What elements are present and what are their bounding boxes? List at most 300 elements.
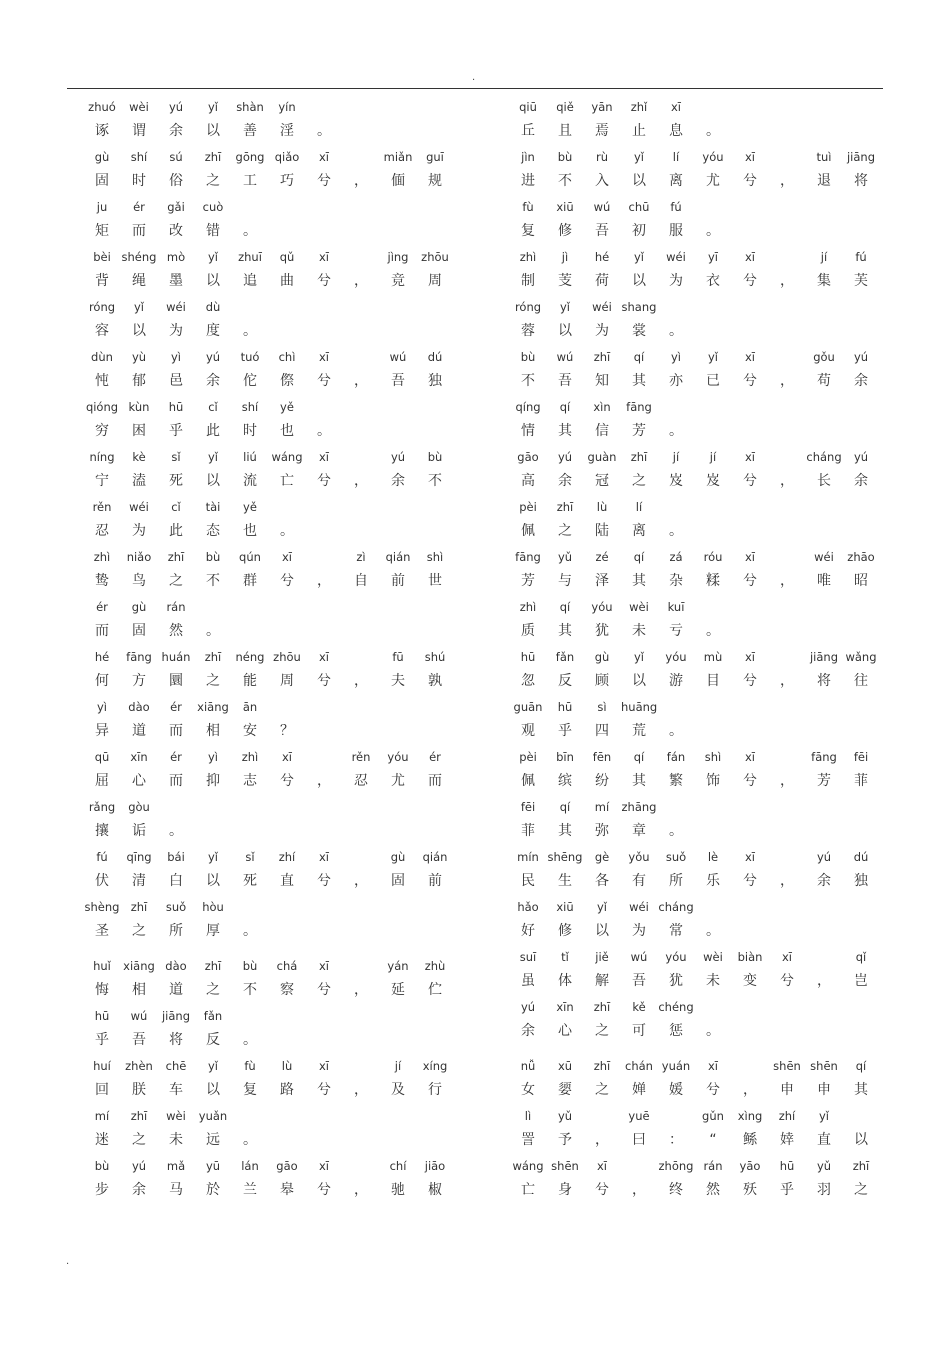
hanzi-character: 婵 [632,1082,646,1098]
hanzi-character: 裳 [632,323,646,339]
hanzi-character: 佩 [521,773,535,789]
hanzi-character: 志 [243,773,257,789]
pinyin-syllable: lù [596,500,608,514]
hanzi-character: 矩 [95,223,109,239]
pinyin-syllable: gāo [517,450,539,464]
pinyin-syllable: gǎi [167,200,185,214]
hanzi-character: 兮 [317,173,331,189]
hanzi-line [84,220,464,244]
pinyin-syllable: chí [389,1159,407,1173]
hanzi-character: 固 [132,623,146,639]
pinyin-line [510,396,890,420]
pinyin-syllable: zhí [778,1109,796,1123]
pinyin-line [84,96,464,120]
hanzi-character: 兮 [280,773,294,789]
pinyin-line [84,796,464,820]
pinyin-syllable: wèi [166,1109,186,1123]
hanzi-character: 吾 [132,1032,146,1048]
hanzi-character: 兮 [780,973,794,989]
pinyin-syllable: zhì [241,750,259,764]
pinyin-syllable: shú [424,650,446,664]
hanzi-character: 乐 [706,873,720,889]
hanzi-line [84,320,464,344]
pinyin-syllable: pèi [519,500,537,514]
hanzi-character: 兮 [317,373,331,389]
pinyin-syllable: xī [318,150,329,164]
pinyin-syllable: yú [205,350,221,364]
pinyin-syllable: suǒ [665,850,687,864]
pinyin-syllable: fāng [626,400,652,414]
hanzi-character: 诟 [132,823,146,839]
pinyin-line [84,696,464,720]
pinyin-syllable: lù [281,1059,293,1073]
hanzi-line [84,1079,464,1103]
pinyin-line [510,1105,890,1129]
hanzi-character: 进 [521,173,535,189]
pinyin-syllable: róu [703,550,723,564]
hanzi-character: 糅 [706,573,720,589]
hanzi-character: ， [780,373,794,389]
hanzi-character: 吾 [391,373,405,389]
pinyin-line [84,346,464,370]
pinyin-syllable: yě [243,500,257,514]
pinyin-syllable: mǎ [166,1159,186,1173]
pinyin-syllable: kuī [667,600,685,614]
hanzi-character: 心 [558,1023,572,1039]
hanzi-character: 相 [206,723,220,739]
pinyin-syllable: fēn [592,750,612,764]
pinyin-syllable: qí [633,350,645,364]
hanzi-character: 兮 [706,1082,720,1098]
hanzi-character: 以 [206,873,220,889]
pinyin-syllable: sì [597,700,607,714]
hanzi-character: 於 [206,1182,220,1198]
hanzi-character: 民 [521,873,535,889]
pinyin-syllable: suī [519,950,537,964]
hanzi-character: 余 [817,873,831,889]
pinyin-syllable: xī [281,550,292,564]
hanzi-line [510,120,890,144]
pinyin-syllable: guàn [587,450,617,464]
hanzi-character: 复 [243,1082,257,1098]
pinyin-syllable: yóu [665,950,687,964]
hanzi-character: 身 [558,1182,572,1198]
pinyin-syllable: yuán [661,1059,691,1073]
hanzi-character: 其 [558,823,572,839]
hanzi-character: 以 [558,323,572,339]
pinyin-syllable: zhuó [88,100,116,114]
hanzi-character: ， [354,1182,368,1198]
hanzi-character: 芳 [632,423,646,439]
hanzi-character: 兮 [743,573,757,589]
pinyin-syllable: qiě [556,100,574,114]
pinyin-syllable: xìng [737,1109,763,1123]
hanzi-character: 固 [95,173,109,189]
hanzi-line [510,170,890,194]
hanzi-character: 兮 [317,873,331,889]
pinyin-syllable: yóu [387,750,409,764]
hanzi-character: 离 [669,173,683,189]
pinyin-syllable: lí [672,150,680,164]
pinyin-syllable: gǔn [702,1109,724,1123]
pinyin-syllable: wéi [814,550,834,564]
pinyin-syllable: zé [595,550,609,564]
pinyin-syllable: yǒu [628,850,650,864]
pinyin-syllable: róng [88,300,116,314]
hanzi-character: ， [354,673,368,689]
hanzi-character: 。 [669,423,683,439]
pinyin-syllable: ér [429,750,441,764]
pinyin-syllable: yǐ [207,850,218,864]
hanzi-character: 何 [95,673,109,689]
pinyin-line [510,596,890,620]
hanzi-line [510,520,890,544]
pinyin-syllable: qí [559,800,571,814]
hanzi-character: ， [354,173,368,189]
hanzi-character: 。 [206,623,220,639]
pinyin-line [84,955,464,979]
hanzi-line [84,620,464,644]
pinyin-syllable: gè [594,850,610,864]
pinyin-syllable: bù [557,150,573,164]
hanzi-character: 朕 [132,1082,146,1098]
hanzi-character: 蓉 [521,323,535,339]
pinyin-syllable: yì [170,350,181,364]
pinyin-syllable: zhī [593,1000,611,1014]
pinyin-syllable: bù [427,450,443,464]
hanzi-character: 女 [521,1082,535,1098]
hanzi-character: 服 [669,223,683,239]
pinyin-syllable: qí [855,1059,867,1073]
pinyin-line [84,896,464,920]
pinyin-syllable: xīn [556,1000,574,1014]
pinyin-syllable: yǐ [596,900,607,914]
hanzi-character: 其 [632,373,646,389]
pinyin-syllable: xī [318,350,329,364]
pinyin-syllable: hòu [202,900,224,914]
hanzi-character: 兮 [317,982,331,998]
pinyin-syllable: jí [820,250,828,264]
hanzi-character: 诼 [95,123,109,139]
hanzi-character: 惩 [669,1023,683,1039]
hanzi-character: 回 [95,1082,109,1098]
hanzi-character: 态 [206,523,220,539]
pinyin-syllable: cháng [806,450,842,464]
hanzi-character: 离 [632,523,646,539]
pinyin-syllable: jìng [387,250,409,264]
hanzi-line [84,370,464,394]
pinyin-syllable: yǐ [559,300,570,314]
hanzi-character: 犹 [669,973,683,989]
hanzi-character: 前 [428,873,442,889]
pinyin-line [84,446,464,470]
pinyin-line [84,296,464,320]
hanzi-character: ， [780,173,794,189]
hanzi-character: 复 [521,223,535,239]
hanzi-character: 曲 [280,273,294,289]
pinyin-syllable: qián [385,550,411,564]
hanzi-character: 入 [595,173,609,189]
pinyin-syllable: zhī [593,350,611,364]
hanzi-character: ， [817,973,831,989]
hanzi-character: “ [709,1132,717,1148]
pinyin-syllable: qū [94,750,110,764]
hanzi-character: 。 [243,223,257,239]
hanzi-character: 而 [428,773,442,789]
hanzi-line [510,370,890,394]
hanzi-character: 椒 [428,1182,442,1198]
hanzi-character: 体 [558,973,572,989]
hanzi-character: 兰 [243,1182,257,1198]
hanzi-character: 。 [669,723,683,739]
pinyin-syllable: zhī [593,1059,611,1073]
pinyin-syllable: gōng [235,150,265,164]
hanzi-character: 往 [854,673,868,689]
hanzi-character: 伏 [95,873,109,889]
hanzi-character: 鸷 [95,573,109,589]
pinyin-syllable: wéi [629,900,649,914]
pinyin-syllable: hé [94,650,110,664]
hanzi-character: 固 [391,873,405,889]
hanzi-character: ， [632,1182,646,1198]
pinyin-syllable: zì [356,550,366,564]
hanzi-character: 死 [169,473,183,489]
hanzi-character: 不 [428,473,442,489]
pinyin-line [510,646,890,670]
pinyin-syllable: huán [161,650,191,664]
hanzi-line [84,1179,464,1203]
hanzi-character: 常 [669,923,683,939]
pinyin-syllable: rěn [92,500,112,514]
pinyin-syllable: fù [522,200,534,214]
hanzi-character: 可 [632,1023,646,1039]
hanzi-character: 傺 [280,373,294,389]
hanzi-character: 杂 [669,573,683,589]
header-rule [67,88,883,89]
pinyin-syllable: ér [170,700,182,714]
hanzi-line [84,120,464,144]
hanzi-character: 信 [595,423,609,439]
hanzi-character: 。 [243,1132,257,1148]
hanzi-character: ， [354,1082,368,1098]
hanzi-character: 所 [669,873,683,889]
pinyin-syllable: jiāo [424,1159,446,1173]
pinyin-line [510,846,890,870]
pinyin-line [84,246,464,270]
pinyin-syllable: yán [387,959,409,973]
pinyin-syllable: xī [318,1059,329,1073]
hanzi-character: 规 [428,173,442,189]
hanzi-character: 荒 [632,723,646,739]
pinyin-syllable: yù [131,350,147,364]
hanzi-character: 岂 [854,973,868,989]
pinyin-syllable: shì [704,750,722,764]
hanzi-character: 各 [595,873,609,889]
pinyin-syllable: zhī [204,959,222,973]
pinyin-syllable: wáng [512,1159,544,1173]
pinyin-syllable: hū [779,1159,795,1173]
pinyin-syllable: gù [390,850,406,864]
hanzi-character: 吾 [595,223,609,239]
hanzi-character: 菲 [854,773,868,789]
pinyin-syllable: cǐ [208,400,218,414]
pinyin-syllable: zhōu [273,650,301,664]
hanzi-character: 冠 [595,473,609,489]
hanzi-character: 。 [706,923,720,939]
pinyin-syllable: xìn [593,400,611,414]
hanzi-character: 步 [95,1182,109,1198]
hanzi-character: 陆 [595,523,609,539]
pinyin-syllable: mò [166,250,186,264]
pinyin-syllable: jí [394,1059,402,1073]
pinyin-syllable: ér [96,600,108,614]
pinyin-syllable: tuì [816,150,832,164]
hanzi-character: 高 [521,473,535,489]
pinyin-syllable: zhī [204,650,222,664]
pinyin-syllable: zhī [167,550,185,564]
hanzi-line [84,1129,464,1153]
pinyin-syllable: shàn [236,100,264,114]
pinyin-syllable: cǐ [171,500,181,514]
pinyin-syllable: ér [133,200,145,214]
hanzi-character: ， [317,573,331,589]
hanzi-character: 兮 [280,573,294,589]
hanzi-line [84,920,464,944]
pinyin-syllable: bái [167,850,185,864]
pinyin-syllable: sǐ [171,450,181,464]
pinyin-syllable: rù [595,150,609,164]
hanzi-character: ： [669,1132,683,1148]
pinyin-syllable: xiū [556,900,574,914]
hanzi-character: 尤 [706,173,720,189]
hanzi-character: 马 [169,1182,183,1198]
hanzi-character: 其 [632,773,646,789]
hanzi-character: 兮 [743,773,757,789]
hanzi-character: 此 [169,523,183,539]
pinyin-syllable: huāng [621,700,658,714]
hanzi-character: 唯 [817,573,831,589]
pinyin-syllable: yì [96,700,107,714]
pinyin-line [84,646,464,670]
pinyin-line [510,346,890,370]
hanzi-character: ， [595,1132,609,1148]
pinyin-syllable: xī [744,650,755,664]
hanzi-line [84,170,464,194]
hanzi-character: 虽 [521,973,535,989]
pinyin-syllable: chū [628,200,650,214]
hanzi-character: 。 [706,623,720,639]
stanza-gap [84,946,464,955]
hanzi-character: 谓 [132,123,146,139]
pinyin-line [510,896,890,920]
pinyin-syllable: huǐ [93,959,111,973]
hanzi-character: 兮 [317,1182,331,1198]
pinyin-syllable: wéi [166,300,186,314]
pinyin-syllable: wǎng [845,650,877,664]
hanzi-character: ， [780,273,794,289]
pinyin-syllable: wáng [271,450,303,464]
hanzi-character: 以 [206,123,220,139]
pinyin-syllable: zhuī [238,250,262,264]
pinyin-syllable: dù [205,300,221,314]
hanzi-character: 。 [669,823,683,839]
hanzi-line [84,979,464,1003]
pinyin-syllable: miǎn [383,150,413,164]
pinyin-syllable: xū [557,1059,573,1073]
pinyin-syllable: jiāng [161,1009,191,1023]
pinyin-syllable: kè [132,450,146,464]
pinyin-syllable: xīn [130,750,148,764]
pinyin-syllable: huí [93,1059,111,1073]
hanzi-character: 兮 [743,673,757,689]
hanzi-character: 错 [206,223,220,239]
pinyin-line [84,546,464,570]
hanzi-character: 之 [206,982,220,998]
pinyin-line [510,496,890,520]
pinyin-syllable: xī [281,750,292,764]
hanzi-line [510,1079,890,1103]
hanzi-line [510,670,890,694]
hanzi-character: 淫 [280,123,294,139]
hanzi-character: 苟 [817,373,831,389]
hanzi-character: 余 [854,373,868,389]
hanzi-character: 其 [632,573,646,589]
pinyin-syllable: wú [593,200,611,214]
pinyin-syllable: yǐ [633,650,644,664]
hanzi-character: 路 [280,1082,294,1098]
hanzi-character: 兮 [317,673,331,689]
pinyin-syllable: lì [524,1109,532,1123]
hanzi-character: 异 [95,723,109,739]
hanzi-character: 之 [558,523,572,539]
pinyin-syllable: yǐ [207,450,218,464]
pinyin-syllable: shéng [121,250,157,264]
hanzi-character: 犹 [595,623,609,639]
pinyin-syllable: wéi [592,300,612,314]
pinyin-line [84,1005,464,1029]
pinyin-syllable: wú [556,350,574,364]
pinyin-syllable: yī [707,250,718,264]
pinyin-syllable: gòu [128,800,150,814]
pinyin-syllable: lè [707,850,719,864]
hanzi-character: 以 [595,923,609,939]
hanzi-character: 以 [206,473,220,489]
pinyin-syllable: zhǐ [630,100,648,114]
pinyin-syllable: xiāng [123,959,155,973]
pinyin-syllable: wéi [129,500,149,514]
hanzi-character: 郁 [132,373,146,389]
hanzi-character: 。 [706,1023,720,1039]
hanzi-character: 也 [243,523,257,539]
pinyin-syllable: fǎn [203,1009,223,1023]
hanzi-character: 以 [854,1132,868,1148]
pinyin-syllable: zá [669,550,683,564]
hanzi-character: 之 [632,473,646,489]
hanzi-character: 曰 [632,1132,646,1148]
hanzi-character: 兮 [743,873,757,889]
pinyin-line [510,946,890,970]
pinyin-syllable: hǎo [517,900,539,914]
hanzi-line [84,420,464,444]
pinyin-syllable: gāo [276,1159,298,1173]
pinyin-syllable: ju [96,200,108,214]
pinyin-syllable: bù [94,1159,110,1173]
hanzi-character: 观 [521,723,535,739]
pinyin-syllable: zhí [278,850,296,864]
hanzi-character: 直 [280,873,294,889]
pinyin-syllable: tǐ [561,950,569,964]
pinyin-line [510,696,890,720]
